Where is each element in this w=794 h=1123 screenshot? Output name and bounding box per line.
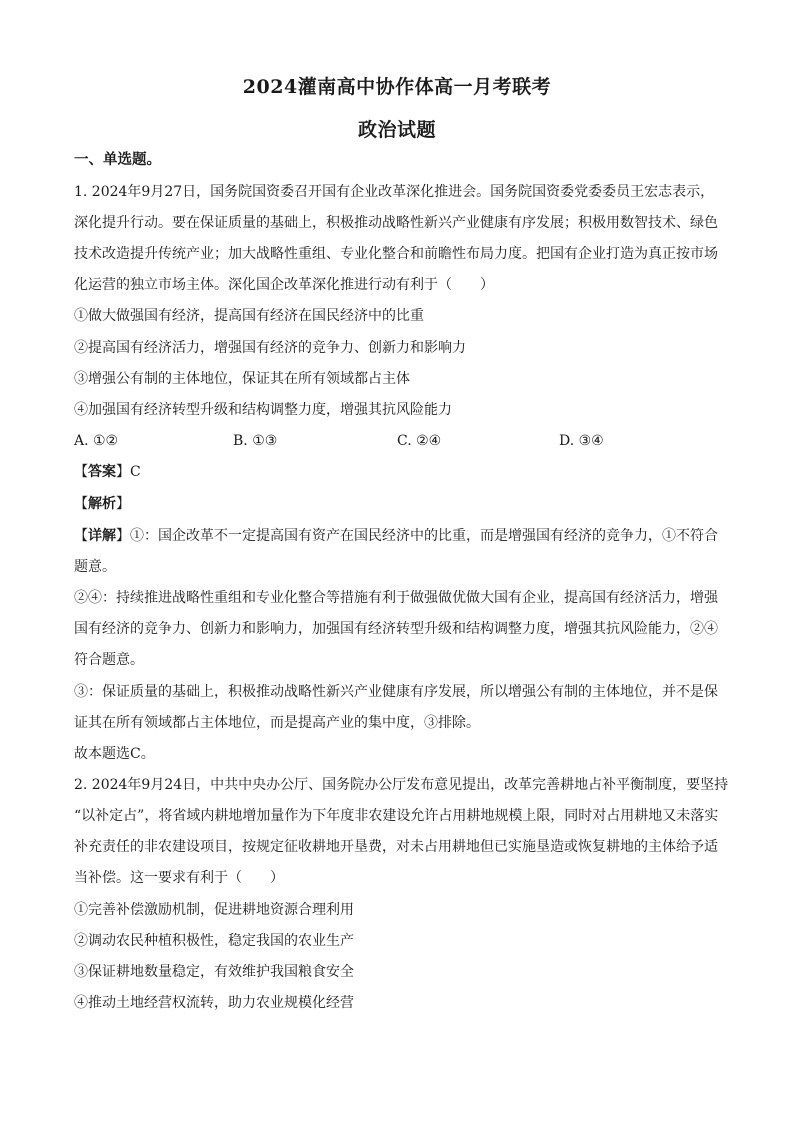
q1-conclusion: 故本题选C。 <box>74 746 155 762</box>
q1-analysis-line: ②④：持续推进战略性重组和专业化整合等措施有利于做强做优做大国有企业，提高国有经济活力，增强 <box>74 590 718 606</box>
q1-analysis-line: 题意。 <box>74 559 116 575</box>
analysis-label: 解析 <box>88 496 116 512</box>
q1-analysis-heading: 【解析】 <box>74 496 130 512</box>
document-title: 2024灌南高中协作体高一月考联考 <box>242 76 552 98</box>
q1-statement: ②提高国有经济活力，增强国有经济的竞争力、创新力和影响力 <box>74 340 466 356</box>
q2-stem-line: 补充责任的非农建设项目，按规定征收耕地开垦费，对未占用耕地但已实施垦造或恢复耕地的主体给予适 <box>74 839 718 855</box>
q1-option-d: D. ③④ <box>559 433 604 449</box>
analysis-text: ①：国企改革不一定提高国有资产在国民经济中的比重，而是增强国有经济的竞争力，①不符合 <box>130 528 718 544</box>
q1-analysis-line: ③：保证质量的基础上，积极推动战略性新兴产业健康有序发展，所以增强公有制的主体地位，并不是保 <box>74 684 718 700</box>
q1-option-a: A. ①② <box>74 433 119 449</box>
q2-statement: ③保证耕地数量稳定，有效维护我国粮食安全 <box>74 964 354 980</box>
q1-statement: ③增强公有制的主体地位，保证其在所有领域都占主体 <box>74 371 410 387</box>
q1-statement: ④加强国有经济转型升级和结构调整力度，增强其抗风险能力 <box>74 402 452 418</box>
q1-option-c: C. ②④ <box>397 433 442 449</box>
q1-detail-line: 【详解】①：国企改革不一定提高国有资产在国民经济中的比重，而是增强国有经济的竞争力，①不符合 <box>74 528 718 544</box>
q2-statement: ①完善补偿激励机制，促进耕地资源合理利用 <box>74 902 354 918</box>
q1-option-b: B. ①③ <box>233 433 278 449</box>
q1-analysis-line: 证其在所有领域都占主体地位，而是提高产业的集中度，③排除。 <box>74 715 480 731</box>
q1-answer: 【答案】C <box>74 464 141 480</box>
q1-analysis-line: 符合题意。 <box>74 652 144 668</box>
q1-statement: ①做大做强国有经济，提高国有经济在国民经济中的比重 <box>74 308 424 324</box>
q2-stem-line: 当补偿。这一要求有利于（ ） <box>74 870 284 886</box>
document-subtitle: 政治试题 <box>357 119 436 141</box>
q1-analysis-line: 国有经济的竞争力、创新力和影响力，加强国有经济转型升级和结构调整力度，增强其抗风险能力，②④ <box>74 621 718 637</box>
answer-label: 答案 <box>88 464 116 480</box>
q2-stem-line: “以补定占”，将省域内耕地增加量作为下年度非农建设允许占用耕地规模上限，同时对占用耕地又未落实 <box>74 808 719 824</box>
q1-stem-line: 化运营的独立市场主体。深化国企改革深化推进行动有利于（ ） <box>74 277 494 293</box>
q2-stem-line: 2. 2024年9月24日，中共中央办公厅、国务院办公厅发布意见提出，改革完善耕地占补平衡制度，要坚持 <box>74 777 729 793</box>
q2-statement: ④推动土地经营权流转，助力农业规模化经营 <box>74 995 354 1011</box>
q1-stem-line: 深化提升行动。要在保证质量的基础上，积极推动战略性新兴产业健康有序发展；积极用数智技术、绿色 <box>74 215 718 231</box>
q1-stem-line: 1. 2024年9月27日，国务院国资委召开国有企业改革深化推进会。国务院国资委党委委员王宏志表示， <box>74 184 715 200</box>
detail-label: 详解 <box>88 528 116 544</box>
q1-stem-line: 技术改造提升传统产业；加大战略性重组、专业化整合和前瞻性布局力度。把国有企业打造为真正按市场 <box>74 246 718 262</box>
q2-statement: ②调动农民种植积极性，稳定我国的农业生产 <box>74 933 354 949</box>
answer-value: C <box>130 464 141 480</box>
section-title: 一、单选题。 <box>74 151 161 168</box>
